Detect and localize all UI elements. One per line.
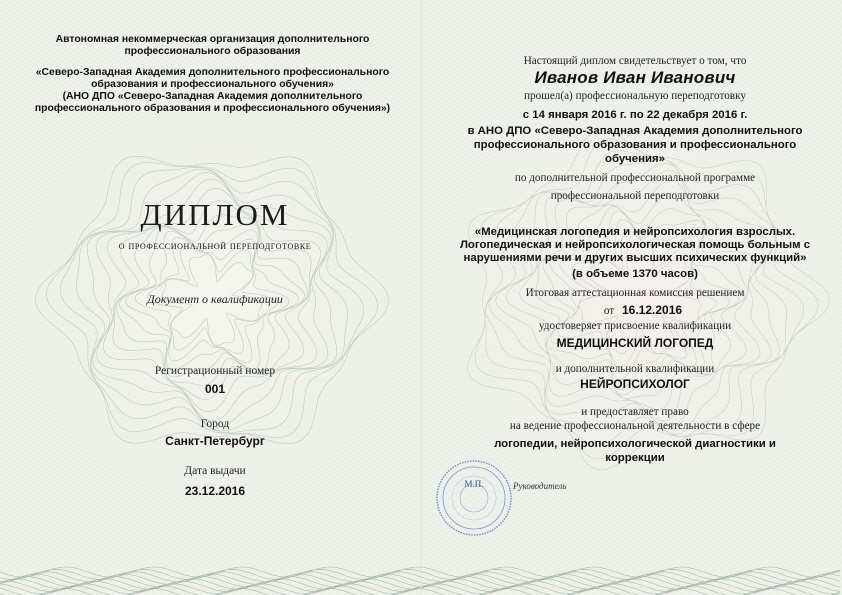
study-period: с 14 января 2016 г. по 22 декабря 2016 г. (522, 109, 748, 121)
certifies-text: удостоверяет присвоение квалификации (538, 320, 732, 332)
activity-line-2: коррекции (605, 452, 665, 464)
qualification-extra: НЕЙРОПСИХОЛОГ (580, 377, 690, 391)
program-line-1: «Медицинская логопедия и нейропсихология взрослых. (474, 226, 796, 238)
city-label: Город (200, 418, 230, 430)
passed-text: прошел(а) профессиональную переподготовку (524, 90, 746, 102)
commission-text: Итоговая аттестационная комиссия решением (525, 287, 745, 299)
reg-number-value: 001 (204, 382, 226, 396)
program-hours: (в объеме 1370 часов) (572, 268, 698, 280)
diploma-subtitle: о профессиональной переподготовке (118, 240, 312, 252)
intro-text: Настоящий диплом свидетельствует о том, что (523, 55, 747, 67)
decision-from-label: от (603, 305, 615, 317)
holder-name: Иванов Иван Иванович (534, 68, 736, 87)
issue-date-value: 23.12.2016 (184, 484, 246, 498)
right-grant-text: и предоставляет право (581, 406, 689, 418)
reg-number-label: Регистрационный номер (154, 365, 276, 377)
activity-label: на ведение профессиональной деятельности в сфере (509, 420, 761, 432)
issue-date-label: Дата выдачи (184, 465, 246, 477)
city-value: Санкт-Петербург (165, 434, 265, 448)
org-line-2: профессионального образования (124, 46, 301, 57)
org-line-6: профессионального образования и профессионального обучения») (34, 103, 391, 114)
org-line-1: Автономная некоммерческая организация дополнительного (55, 34, 370, 45)
org-line-5: (АНО ДПО «Северо-Западная Академия дополнительного (62, 91, 363, 102)
program-label-line-1: по дополнительной профессиональной программе (514, 172, 756, 184)
extra-qualification-label: и дополнительной квалификации (555, 363, 715, 375)
document-kind: Документ о квалификации (147, 292, 283, 306)
program-label-line-2: профессиональной переподготовки (550, 190, 720, 202)
activity-line-1: логопедии, нейропсихологической диагностики и (494, 438, 776, 450)
org-right-line-2: профессионального образования и профессионального (473, 139, 797, 151)
decision-date: 16.12.2016 (622, 303, 683, 317)
program-line-3: нарушениями речи и других высших психических функций» (463, 252, 807, 264)
org-right-line-1: в АНО ДПО «Северо-Западная Академия дополнительного (467, 125, 803, 137)
diploma-title: ДИПЛОМ (140, 197, 290, 232)
stamp-text: М.П. (464, 479, 484, 489)
signature-label: Руководитель (513, 481, 567, 491)
org-line-4: образования и профессионального обучения» (91, 79, 334, 90)
stamp-seal (433, 457, 515, 539)
org-line-3: «Северо-Западная Академия дополнительного профессионального (35, 67, 390, 78)
qualification-main: МЕДИЦИНСКИЙ ЛОГОПЕД (556, 336, 714, 350)
program-line-2: Логопедическая и нейропсихологическая помощь больным с (459, 239, 811, 251)
org-right-line-3: обучения» (605, 153, 665, 165)
